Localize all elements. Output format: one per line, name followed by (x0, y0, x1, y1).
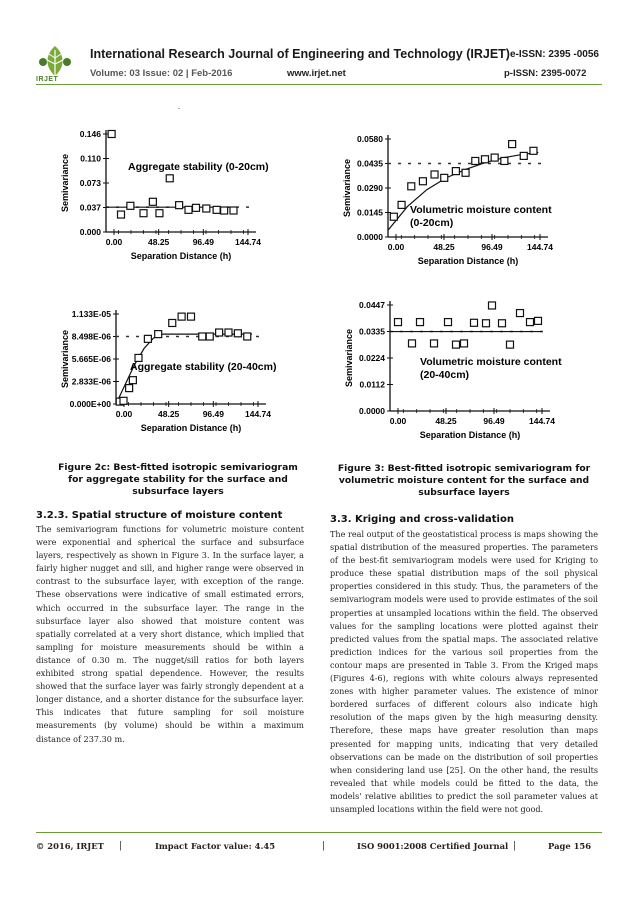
y-tick-label: 0.000 (79, 227, 101, 237)
data-point (230, 207, 237, 214)
chart-agg-20-40 (58, 302, 288, 452)
data-point (127, 202, 134, 209)
pissn: p-ISSN: 2395-0072 (504, 68, 587, 79)
chart-title: Volumetric moisture content (410, 204, 552, 216)
x-tick-label: 48.25 (158, 409, 180, 419)
data-point (129, 377, 136, 384)
y-tick-label: 0.073 (79, 178, 101, 188)
data-point (517, 310, 524, 317)
y-tick-label: 2.833E-06 (71, 376, 111, 387)
data-point (188, 313, 195, 320)
data-point (527, 319, 534, 326)
data-point (169, 319, 176, 326)
data-point (193, 204, 200, 211)
y-tick-label: 0.0000 (359, 406, 385, 416)
data-point (408, 183, 415, 190)
header-rule (36, 84, 602, 85)
y-tick-label: 0.000E+00 (69, 399, 111, 409)
data-point (140, 210, 147, 217)
data-point (461, 340, 468, 347)
data-point (156, 210, 163, 217)
data-point (507, 341, 514, 348)
data-point (491, 154, 498, 161)
data-point (509, 141, 516, 148)
x-axis-label: Separation Distance (h) (140, 423, 242, 433)
data-point (108, 131, 115, 138)
x-tick-label: 0.00 (115, 409, 133, 419)
data-point (441, 174, 448, 181)
footer-impact-factor: Impact Factor value: 4.45 (155, 841, 276, 851)
chart-title: Volumetric moisture content (420, 356, 562, 368)
data-point (203, 205, 210, 212)
y-tick-label: 0.0224 (359, 353, 385, 363)
data-point (199, 333, 206, 340)
y-tick-label: 0.0290 (357, 183, 383, 193)
data-point (234, 330, 241, 337)
data-point (144, 335, 151, 342)
footer-separator: | (513, 841, 517, 851)
x-tick-label: 96.49 (481, 242, 503, 252)
data-point (176, 202, 183, 209)
data-point (118, 211, 125, 218)
data-point (499, 320, 506, 327)
section-heading-3-2-3: 3.2.3. Spatial structure of moisture content (36, 510, 283, 521)
y-tick-label: 5.665E-06 (71, 354, 111, 364)
data-point (120, 397, 127, 404)
y-tick-label: 0.0112 (359, 379, 385, 390)
footer-page-number: Page 156 (548, 841, 592, 851)
data-point (453, 341, 460, 348)
data-point (166, 175, 173, 182)
footer-iso: ISO 9001:2008 Certified Journal (357, 841, 509, 851)
y-axis-label: Semivariance (60, 153, 70, 213)
data-point (452, 168, 459, 175)
x-tick-label: 0.00 (105, 237, 123, 247)
logo-text: IRJET (36, 76, 59, 83)
stray-dot: . (178, 102, 180, 111)
eissn: e-ISSN: 2395 -0056 (510, 49, 599, 60)
volume-info: Volume: 03 Issue: 02 | Feb-2016 (90, 68, 233, 79)
x-tick-label: 144.74 (527, 242, 553, 252)
data-point (244, 333, 251, 340)
x-tick-label: 48.25 (148, 237, 170, 247)
data-point (225, 329, 232, 336)
x-tick-label: 96.49 (192, 237, 214, 247)
footer-separator: | (322, 841, 326, 851)
y-tick-label: 0.0435 (357, 158, 383, 169)
x-tick-label: 0.00 (387, 242, 405, 252)
x-axis-label: Separation Distance (h) (419, 430, 521, 440)
x-tick-label: 144.74 (235, 237, 261, 247)
chart-title: (20-40cm) (420, 369, 470, 381)
footer-rule (36, 832, 602, 833)
chart-title: Aggregate stability (20-40cm) (130, 361, 277, 373)
x-tick-label: 48.25 (435, 416, 457, 426)
data-point (178, 313, 185, 320)
data-point (501, 157, 508, 164)
data-point (530, 147, 537, 154)
journal-title: International Research Journal of Engineering and Technology (IRJET) (90, 47, 510, 61)
data-point (395, 319, 402, 326)
y-tick-label: 0.0447 (359, 300, 385, 310)
data-point (155, 331, 162, 338)
data-point (520, 152, 527, 159)
data-point (483, 320, 490, 327)
y-tick-label: 0.0145 (357, 207, 383, 218)
x-tick-label: 144.74 (529, 416, 555, 426)
chart-agg-0-20 (58, 120, 288, 280)
chart-vmc-0-20 (340, 125, 565, 285)
data-point (419, 178, 426, 185)
y-axis-label: Semivariance (60, 329, 70, 389)
data-point (489, 302, 496, 309)
data-point (398, 201, 405, 208)
data-point (185, 206, 192, 213)
x-axis-label: Separation Distance (h) (417, 256, 519, 266)
y-tick-label: 1.133E-05 (71, 309, 111, 319)
data-point (206, 333, 213, 340)
chart-vmc-20-40 (340, 293, 565, 463)
x-tick-label: 96.49 (202, 409, 224, 419)
data-point (481, 156, 488, 163)
data-point (126, 385, 133, 392)
data-point (216, 329, 223, 336)
footer-separator: | (119, 841, 123, 851)
data-point (409, 340, 416, 347)
data-point (149, 198, 156, 205)
data-point (535, 317, 542, 324)
y-tick-label: 0.037 (79, 202, 101, 213)
chart-title: Aggregate stability (0-20cm) (128, 161, 269, 173)
y-tick-label: 0.110 (80, 153, 101, 164)
y-tick-label: 0.146 (79, 129, 101, 139)
figure-3-caption: Figure 3: Best-fitted isotropic semivariogram for volumetric moisture content for the surface and subsurface layers (337, 463, 591, 498)
data-point (471, 319, 478, 326)
paragraph-kriging: The real output of the geostatistical process is maps showing the spatial distribution of the measured properties. The parameters of the best-fit semivariogram models were used for Kriging to produce these spatial distribution maps of the soil physical properties considered in this study. Thus, the parameters of the semivariogram models were used to provide estimates of the soil properties at unsampled locations within the field. The observed values for the sampling locations were plotted against their predicted values from the spatial maps. The associated relative prediction indices for the various soil properties from the contour maps are presented in Table 3. From the Kriged maps (Figures 4-6), regions with white colours always represented zones with higher parameter values. The existence of minor bordered surfaces of different colours also indicate high resolution of the maps given by the high measuring density. Therefore, these maps have greater resolution than maps presented for mapping units, indicating that very detailed observations can be made on the distribution of soil properties when considering land use [25]. On the other hand, the results revealed that while models could be fitted to the data, the models' relative abilities to predict the soil parameter values at unsampled locations within the field were not good. (330, 529, 598, 814)
x-axis-label: Separation Distance (h) (130, 251, 232, 261)
y-axis-label: Semivariance (344, 328, 354, 388)
footer-copyright: © 2016, IRJET (36, 841, 104, 851)
data-point (390, 213, 397, 220)
data-point (221, 207, 228, 214)
chart-title: (0-20cm) (410, 217, 454, 229)
y-tick-label: 0.0000 (357, 232, 383, 242)
y-tick-label: 0.0335 (359, 326, 385, 337)
x-tick-label: 144.74 (245, 409, 271, 419)
y-tick-label: 8.498E-06 (71, 331, 111, 342)
data-point (445, 319, 452, 326)
data-point (213, 206, 220, 213)
data-point (472, 157, 479, 164)
y-tick-label: 0.0580 (357, 134, 383, 144)
data-point (462, 169, 469, 176)
website-link[interactable]: www.irjet.net (287, 68, 346, 79)
data-point (431, 171, 438, 178)
y-axis-label: Semivariance (342, 158, 352, 218)
section-heading-3-3: 3.3. Kriging and cross-validation (330, 514, 514, 525)
figure-2c-caption: Figure 2c: Best-fitted isotropic semivariogram for aggregate stability for the surface and subsurface layers (58, 462, 298, 497)
x-tick-label: 96.49 (483, 416, 505, 426)
data-point (417, 319, 424, 326)
paragraph-moisture-structure: The semivariogram functions for volumetric moisture content were exponential and spherical the surface and subsurface layers, respectively as shown in Figure 3. In the surface layer, a fairly higher nugget and sill, and higher range were observed in contrast to the subsurface layer, with exception of the range. These observations were indicative of small estimated errors, which occurred in the subsurface layer. The range in the subsurface layer also showed that moisture content was spatially correlated at a very short distance, which implied that sampling for moisture measurements should be within a distance of 0.30 m. The nugget/sill ratios for both layers exhibited strong spatial dependence. However, the results showed that the surface layer was fairly strongly dependent at a longer distance, and a shorter distance for the subsurface layer. This indicates that future sampling for soil moisture measurements (by volume) should be within a maximum distance of 237.30 m. (36, 524, 304, 744)
data-point (431, 340, 438, 347)
x-tick-label: 0.00 (389, 416, 407, 426)
x-tick-label: 48.25 (433, 242, 455, 252)
